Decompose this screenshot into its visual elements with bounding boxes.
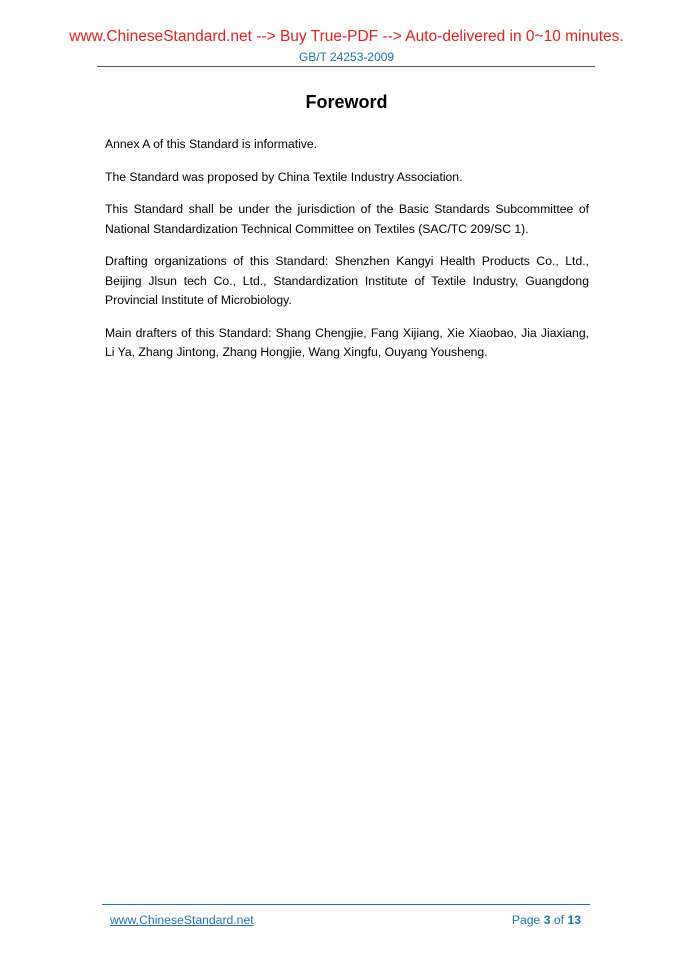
paragraph-proposer: The Standard was proposed by China Textile Industry Association. (105, 169, 463, 184)
top-banner[interactable]: www.ChineseStandard.net --> Buy True-PDF --> Auto-delivered in 0~10 minutes. (69, 28, 624, 45)
page-current: 3 (543, 913, 551, 927)
foreword-body (105, 135, 589, 376)
header-divider (97, 66, 595, 67)
footer-divider (102, 904, 590, 905)
paragraph-jurisdiction: This Standard shall be under the jurisdiction of the Basic Standards Subcommittee of National Standardization Technical Committee on Textiles (SAC/TC 209/SC 1). (105, 202, 589, 236)
paragraph-annex-note: Annex A of this Standard is informative. (105, 137, 318, 151)
page-label: Page (511, 913, 541, 927)
page-total: 13 (567, 913, 581, 927)
document-code: GB/T 24253-2009 (298, 50, 395, 64)
paragraph-main-drafters: Main drafters of this Standard: Shang Chengjie, Fang Xijiang, Xie Xiaobao, Jia Jiaxiang, Li Ya, Zhang Jintong, Zhang Hongjie, Wang Xingfu, Ouyang Yousheng. (105, 325, 589, 359)
page-number (512, 912, 581, 928)
page-title: Foreword (305, 92, 388, 112)
page-of-label: of (553, 913, 565, 927)
paragraph-drafting-organizations: Drafting organizations of this Standard: Shenzhen Kangyi Health Products Co., Ltd., Beijing Jlsun tech Co., Ltd., Standardization Institute of Textile Industry, Guangdong Provincial Institute of Microbiology. (105, 254, 589, 307)
footer-website-link[interactable]: www.ChineseStandard.net (110, 913, 254, 927)
